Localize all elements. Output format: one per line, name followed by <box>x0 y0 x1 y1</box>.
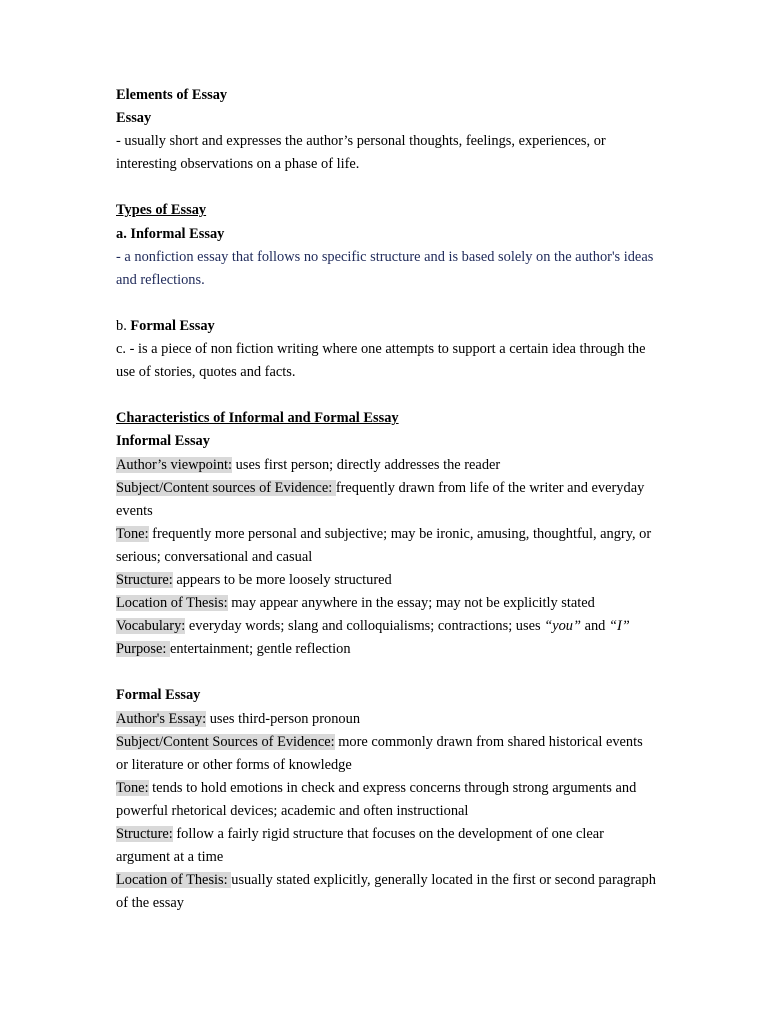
characteristic-text: uses third-person pronoun <box>206 710 361 727</box>
characteristic-label: Location of Thesis: <box>116 872 232 889</box>
formal-characteristic <box>116 869 656 915</box>
spacer <box>116 292 656 315</box>
formal-characteristics-heading: Formal Essay <box>116 687 201 704</box>
formal-essay-definition: c. - is a piece of non fiction writing where one attempts to support a certain idea through the use of stories, quotes and facts. <box>116 341 646 381</box>
formal-characteristic <box>116 823 656 869</box>
characteristic-text: tends to hold emotions in check and express concerns through strong arguments and powerful rhetorical devices; academic and often instructional <box>116 779 637 819</box>
characteristic-label: Author's Essay: <box>116 710 207 727</box>
characteristic-text: appears to be more loosely structured <box>172 571 392 588</box>
informal-characteristic <box>116 592 656 615</box>
informal-characteristic <box>116 454 656 477</box>
characteristic-text: frequently more personal and subjective; may be ironic, amusing, thoughtful, angry, or serious; conversational and casual <box>116 525 652 565</box>
purpose-text: entertainment; gentle reflection <box>169 641 351 658</box>
characteristics-heading: Characteristics of Informal and Formal Essay <box>116 410 399 427</box>
formal-characteristic <box>116 731 656 777</box>
characteristic-label: Subject/Content sources of Evidence: <box>116 479 336 496</box>
spacer <box>116 176 656 199</box>
informal-purpose <box>116 638 656 661</box>
characteristic-label: Tone: <box>116 525 149 542</box>
informal-vocabulary <box>116 615 656 638</box>
formal-characteristic <box>116 777 656 823</box>
characteristic-text: more commonly drawn from shared historical events or literature or other forms of knowledge <box>116 733 643 773</box>
types-heading: Types of Essay <box>116 202 207 219</box>
characteristic-label: Location of Thesis: <box>116 595 228 612</box>
characteristic-label: Tone: <box>116 779 149 796</box>
vocabulary-quote-i: “I” <box>608 618 630 635</box>
formal-essay-prefix: b. <box>116 317 131 334</box>
informal-characteristic <box>116 569 656 592</box>
characteristic-label: Structure: <box>116 826 173 842</box>
informal-essay-definition: - a nonfiction essay that follows no specific structure and is based solely on the author's ideas and reflections. <box>116 248 654 288</box>
characteristic-text: follow a fairly rigid structure that focuses on the development of one clear argument at a time <box>116 826 604 866</box>
characteristic-text: frequently drawn from life of the writer and everyday events <box>116 479 645 519</box>
characteristic-text: uses first person; directly addresses the reader <box>232 456 501 473</box>
essay-heading: Essay <box>116 110 152 127</box>
formal-characteristic <box>116 708 656 731</box>
spacer <box>116 661 656 684</box>
vocabulary-and: and <box>580 618 609 635</box>
characteristic-label: Subject/Content Sources of Evidence: <box>116 733 335 750</box>
characteristic-label: Author’s viewpoint: <box>116 456 233 473</box>
essay-definition: - usually short and expresses the author’s personal thoughts, feelings, experiences, or interesting observations on a phase of life. <box>116 133 606 173</box>
informal-characteristic <box>116 523 656 569</box>
document-title: Elements of Essay <box>116 87 228 103</box>
informal-characteristic <box>116 477 656 523</box>
vocabulary-label: Vocabulary: <box>116 618 186 635</box>
characteristic-text: may appear anywhere in the essay; may not be explicitly stated <box>227 595 595 612</box>
characteristic-text: usually stated explicitly, generally located in the first or second paragraph of the essay <box>116 872 656 912</box>
vocabulary-text: everyday words; slang and colloquialisms; contractions; uses <box>185 618 545 635</box>
informal-essay-label: a. Informal Essay <box>116 225 225 242</box>
document-page <box>116 84 656 915</box>
purpose-label: Purpose: <box>116 641 170 658</box>
vocabulary-quote-you: “you” <box>544 618 581 635</box>
formal-essay-label: Formal Essay <box>130 317 215 334</box>
characteristic-label: Structure: <box>116 571 173 588</box>
informal-characteristics-heading: Informal Essay <box>116 433 210 450</box>
spacer <box>116 384 656 407</box>
formal-essay-line <box>116 315 656 338</box>
